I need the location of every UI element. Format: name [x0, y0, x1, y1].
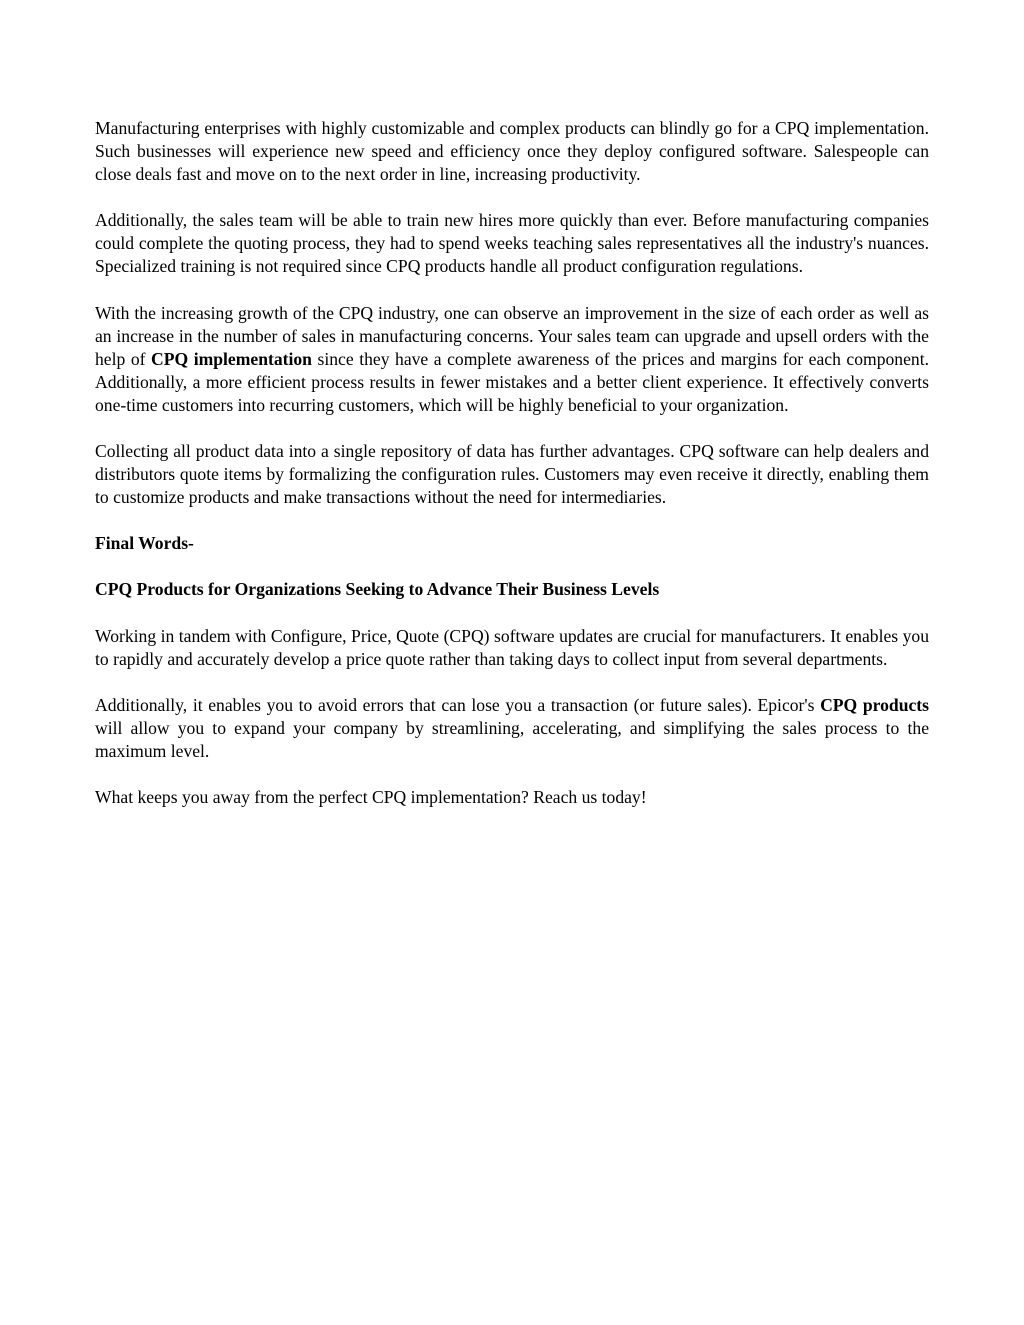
paragraph-epicor-text-before: Additionally, it enables you to avoid errors that can lose you a transaction (or future sales). Epicor's — [95, 694, 821, 715]
heading-final-words: Final Words- — [95, 533, 194, 554]
paragraph-intro: Manufacturing enterprises with highly customizable and complex products can blindly go for a CPQ implementation. Such businesses will experience new speed and efficiency once they deploy configured software. Salespeople can close deals fast and move on to the next order in line, increasing productivity. — [95, 118, 929, 185]
cpq-implementation-bold: CPQ implementation — [151, 348, 312, 369]
paragraph-training: Additionally, the sales team will be able to train new hires more quickly than ever. Before manufacturing companies could complete the quoting process, they had to spend weeks teaching sales representatives all the industry's nuances. Specialized training is not required since CPQ products handle all product configuration regulations. — [95, 210, 929, 277]
paragraph-growth — [95, 302, 929, 417]
paragraph-epicor-text-after: will allow you to expand your company by streamlining, accelerating, and simplifying the sales process to the maximum level. — [95, 717, 929, 761]
paragraph-epicor — [95, 694, 929, 763]
paragraph-closing: What keeps you away from the perfect CPQ implementation? Reach us today! — [95, 786, 647, 807]
paragraph-growth-text-before: With the increasing growth of the CPQ industry, one can observe an improvement in the size of each order as well as an increase in the number of sales in manufacturing concerns. Your sales team can upgrade and upsell orders with the help of — [95, 302, 929, 369]
paragraph-growth-text-after: since they have a complete awareness of the prices and margins for each component. Additionally, a more efficient process results in fewer mistakes and a better client experience. It effectively converts one-time customers into recurring customers, which will be highly beneficial to your organization. — [95, 348, 929, 415]
document-page — [95, 117, 929, 832]
heading-cpq-products: CPQ Products for Organizations Seeking to Advance Their Business Levels — [95, 579, 660, 600]
paragraph-tandem: Working in tandem with Configure, Price, Quote (CPQ) software updates are crucial for manufacturers. It enables you to rapidly and accurately develop a price quote rather than taking days to collect input from several departments. — [95, 625, 929, 669]
cpq-products-bold: CPQ products — [820, 694, 929, 715]
paragraph-repository: Collecting all product data into a single repository of data has further advantages. CPQ software can help dealers and distributors quote items by formalizing the configuration rules. Customers may even receive it directly, enabling them to customize products and make transactions without the need for intermediaries. — [95, 441, 929, 508]
